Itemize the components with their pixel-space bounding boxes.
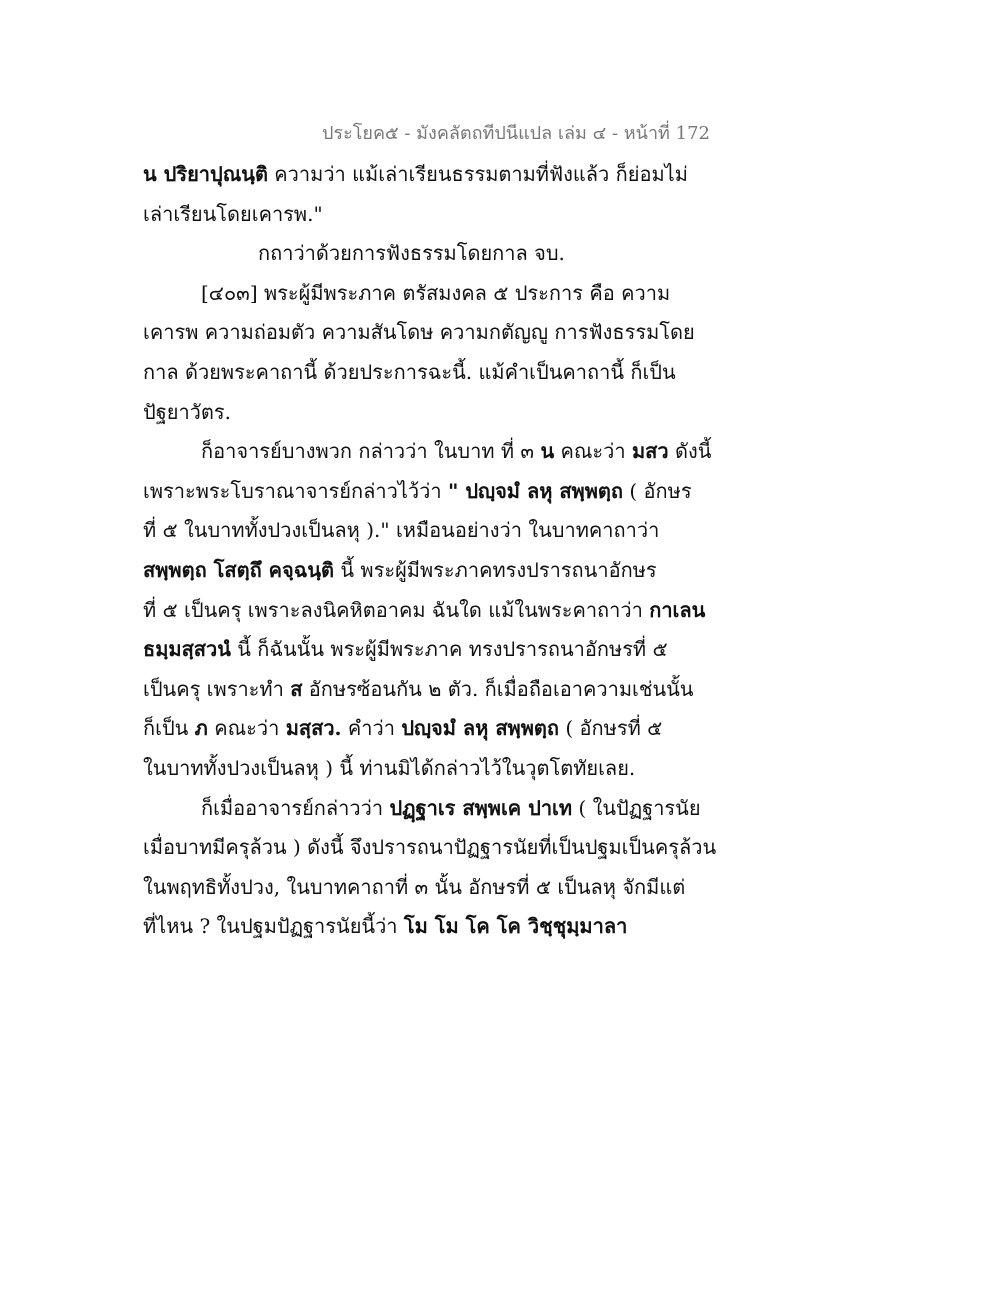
text-line xyxy=(143,432,712,472)
bold-pali-term: มสฺสว. xyxy=(285,716,342,741)
text-run: [๔๐๓] พระผู้มีพระภาค ตรัสมงคล ๕ ประการ คือ ความ xyxy=(201,280,671,305)
text-run: ที่ไหน ? ในปฐมปัฏฐารนัยนี้ว่า xyxy=(143,914,404,939)
text-run: นี้ ก็ฉันนั้น พระผู้มีพระภาค ทรงปรารถนาอักษรที่ ๕ xyxy=(230,637,668,662)
text-line xyxy=(143,591,706,631)
text-line xyxy=(143,709,683,749)
text-run: ( อักษร xyxy=(623,478,692,503)
text-run: กาล ด้วยพระคาถานี้ ด้วยประการฉะนี้. แม้คำเป็นคาถานี้ ก็เป็น xyxy=(143,359,676,384)
text-run: ในบาททั้งปวงเป็นลหุ ) นี้ ท่านมิได้กล่าวไว้ในวุตโตทัยเลย. xyxy=(143,755,636,780)
text-line xyxy=(143,155,688,195)
text-run: ที่ ๕ เป็นครุ เพราะลงนิคหิตอาคม ฉันใด แม้ในพระคาถาว่า xyxy=(143,597,650,622)
bold-pali-term: ส xyxy=(290,676,303,701)
bold-pali-term: กาเลน xyxy=(649,597,706,622)
page-body xyxy=(143,155,717,947)
text-run: เป็นครุ เพราะทำ xyxy=(143,676,291,701)
text-run: เล่าเรียนโดยเคารพ." xyxy=(143,201,323,226)
text-run: คำว่า xyxy=(341,716,402,741)
running-header: ประโยค๕ - มังคลัตถทีปนีแปล เล่ม ๔ - หน้าที่ 172 xyxy=(322,123,710,144)
bold-pali-term: ธมฺมสฺสวนํ xyxy=(143,637,231,662)
text-line xyxy=(143,749,683,789)
text-run: ดังนี้ xyxy=(668,439,712,464)
text-line xyxy=(143,274,683,314)
text-line xyxy=(143,234,683,274)
bold-pali-term: โม โม โค โค วิชฺชุมฺมาลา xyxy=(403,914,628,939)
bold-pali-term: มสว xyxy=(631,439,669,464)
bold-pali-term: น xyxy=(540,439,555,464)
text-run: เมื่อบาทมีครุล้วน ) ดังนี้ จึงปรารถนาปัฏฐารนัยที่เป็นปฐมเป็นครุล้วน xyxy=(143,835,717,860)
text-line xyxy=(143,828,717,868)
text-line xyxy=(143,472,692,512)
text-line xyxy=(143,393,683,433)
text-run: คณะว่า xyxy=(554,439,632,464)
text-line xyxy=(143,511,683,551)
bold-pali-term: " ปญฺจมํ ลหุ สพฺพตฺถ xyxy=(447,478,624,503)
bold-pali-term: ปฏฺฐาเร สพฺพเค ปาเท xyxy=(389,795,573,820)
text-line xyxy=(143,195,683,235)
text-run: ที่ ๕ ในบาททั้งปวงเป็นลหุ )." เหมือนอย่างว่า ในบาทคาถาว่า xyxy=(143,518,660,543)
text-run: กถาว่าด้วยการฟังธรรมโดยกาล จบ. xyxy=(258,241,565,266)
text-run: คณะว่า xyxy=(207,716,286,741)
text-run: ก็เมื่ออาจารย์กล่าวว่า xyxy=(201,795,390,820)
text-line xyxy=(143,907,683,947)
text-run: เคารพ ความถ่อมตัว ความสันโดษ ความกตัญญู การฟังธรรมโดย xyxy=(143,320,695,345)
bold-pali-term: น ปริยาปุณนฺติ xyxy=(143,162,268,186)
text-run: ความว่า แม้เล่าเรียนธรรมตามที่ฟังแล้ว ก็ย่อมไม่ xyxy=(267,162,688,186)
bold-pali-term: ปญฺจมํ ลหุ สพฺพตฺถ xyxy=(401,716,559,741)
text-run: ก็เป็น xyxy=(143,716,195,741)
text-run: ก็อาจารย์บางพวก กล่าวว่า ในบาท ที่ ๓ xyxy=(201,439,541,464)
text-run: เพราะพระโบราณาจารย์กล่าวไว้ว่า xyxy=(143,478,448,503)
text-line xyxy=(143,868,686,908)
text-line xyxy=(143,630,683,670)
text-line xyxy=(143,353,683,393)
text-run: ( ในปัฏฐารนัย xyxy=(572,795,701,820)
text-run: ในพฤทธิทั้งปวง, ในบาทคาถาที่ ๓ นั้น อักษรที่ ๕ เป็นลหุ จักมีแต่ xyxy=(143,874,686,899)
text-run: ปัฐยาวัตร. xyxy=(143,399,231,424)
text-line xyxy=(143,313,695,353)
text-line xyxy=(143,551,683,591)
text-run: นี้ พระผู้มีพระภาคทรงปรารถนาอักษร xyxy=(334,557,657,582)
bold-pali-term: สพฺพตฺถ โสตฺถึ คจฺฉนฺติ xyxy=(143,557,335,582)
text-run: อักษรซ้อนกัน ๒ ตัว. ก็เมื่อถือเอาความเช่นนั้น xyxy=(302,676,694,701)
text-line xyxy=(143,670,694,710)
text-run: ( อักษรที่ ๕ xyxy=(559,716,663,741)
bold-pali-term: ภ xyxy=(194,716,208,741)
text-line xyxy=(143,789,701,829)
